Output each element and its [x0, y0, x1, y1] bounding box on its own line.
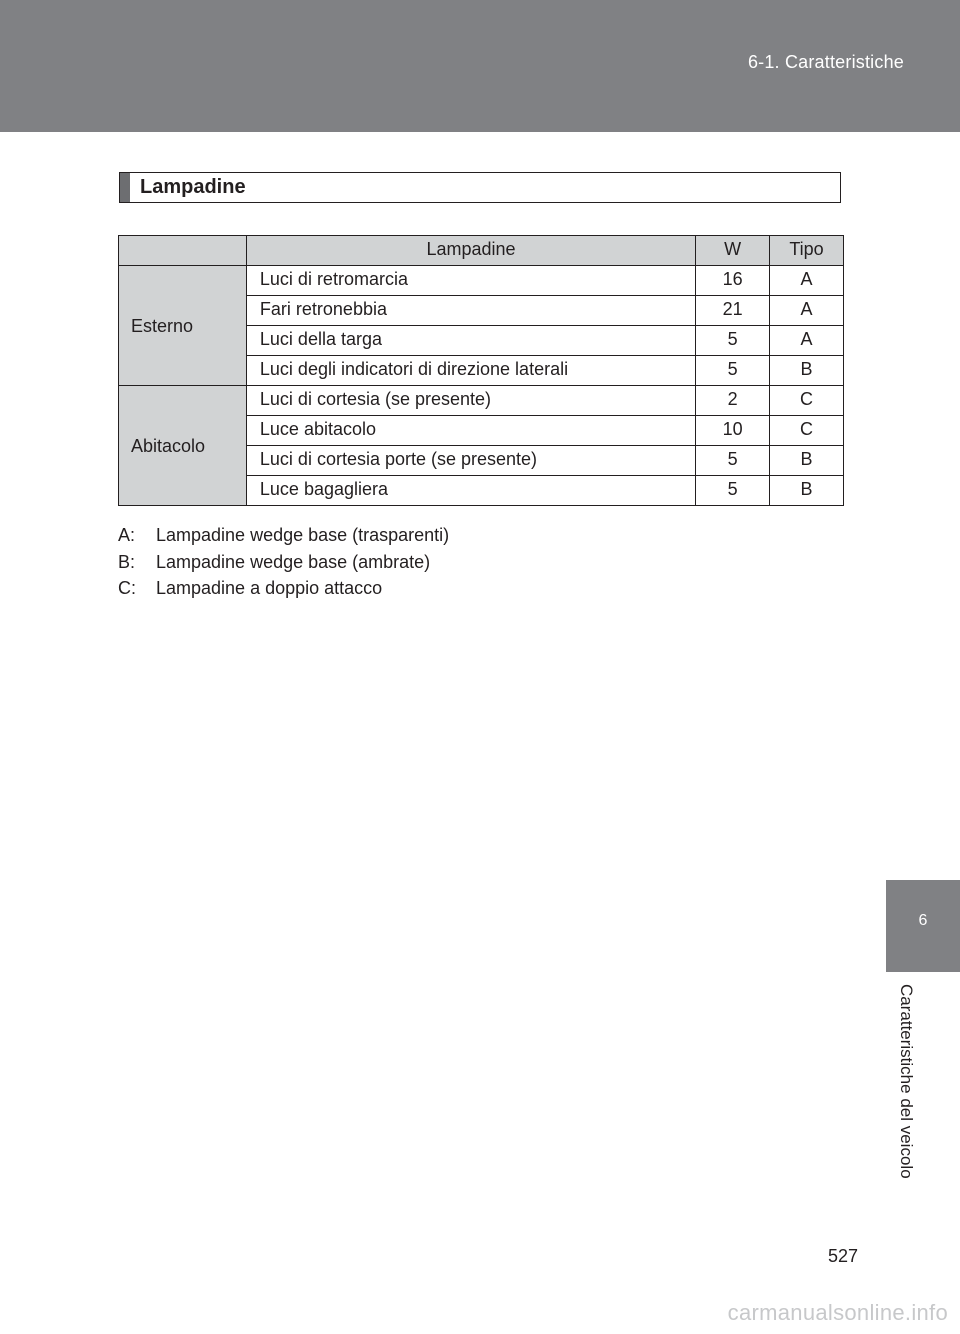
- header-cell-watt: W: [696, 236, 770, 266]
- bulb-watt: 5: [696, 356, 770, 386]
- legend-item: [118, 549, 449, 576]
- legend-text: Lampadine wedge base (ambrate): [156, 551, 431, 572]
- watermark: carmanualsonline.info: [727, 1300, 948, 1325]
- section-title: Lampadine: [140, 176, 246, 198]
- section-title-box: [119, 172, 841, 203]
- type-legend: [118, 522, 449, 602]
- header-cell-group: [119, 236, 247, 266]
- bulb-watt: 2: [696, 386, 770, 416]
- bulb-watt: 21: [696, 296, 770, 326]
- bulb-name: Fari retronebbia: [246, 296, 695, 326]
- bulb-watt: 10: [696, 416, 770, 446]
- bulb-type: C: [770, 416, 844, 446]
- bulb-table: [118, 235, 844, 506]
- header-cell-type: Tipo: [770, 236, 844, 266]
- legend-item: [118, 575, 449, 602]
- bulb-name: Luce abitacolo: [246, 416, 695, 446]
- bulb-type: A: [770, 266, 844, 296]
- section-breadcrumb: 6-1. Caratteristiche: [747, 52, 904, 72]
- legend-key: A:: [118, 525, 136, 545]
- bulb-watt: 16: [696, 266, 770, 296]
- bulb-type: B: [770, 446, 844, 476]
- table-row: [119, 386, 844, 416]
- bulb-type: A: [770, 296, 844, 326]
- bulb-name: Luci di cortesia porte (se presente): [246, 446, 695, 476]
- header-cell-bulbs: Lampadine: [246, 236, 695, 266]
- bulb-watt: 5: [696, 326, 770, 356]
- legend-key: B:: [118, 551, 136, 572]
- bulb-watt: 5: [696, 476, 770, 506]
- table-header-row: [119, 236, 844, 266]
- page-number: 527: [827, 1246, 858, 1266]
- bulb-name: Luci degli indicatori di direzione laterali: [246, 356, 695, 386]
- legend-key: C:: [118, 578, 136, 598]
- bulb-watt: 5: [696, 446, 770, 476]
- group-cell-exterior: Esterno: [119, 266, 247, 386]
- title-accent-bar: [120, 173, 130, 202]
- legend-item: [118, 522, 449, 549]
- bulb-name: Luci di cortesia (se presente): [246, 386, 695, 416]
- table-row: [119, 266, 844, 296]
- bulb-type: B: [770, 356, 844, 386]
- header-band: [0, 0, 960, 132]
- chapter-tab: [886, 880, 960, 972]
- bulb-type: B: [770, 476, 844, 506]
- chapter-number: 6: [918, 912, 928, 929]
- legend-text: Lampadine wedge base (trasparenti): [156, 525, 450, 545]
- group-cell-interior: Abitacolo: [119, 386, 247, 506]
- bulb-type: A: [770, 326, 844, 356]
- bulb-name: Luci della targa: [246, 326, 695, 356]
- bulb-name: Luci di retromarcia: [246, 266, 695, 296]
- chapter-label: Caratteristiche del veicolo: [897, 984, 916, 1179]
- legend-text: Lampadine a doppio attacco: [156, 578, 383, 598]
- bulb-type: C: [770, 386, 844, 416]
- bulb-name: Luce bagagliera: [246, 476, 695, 506]
